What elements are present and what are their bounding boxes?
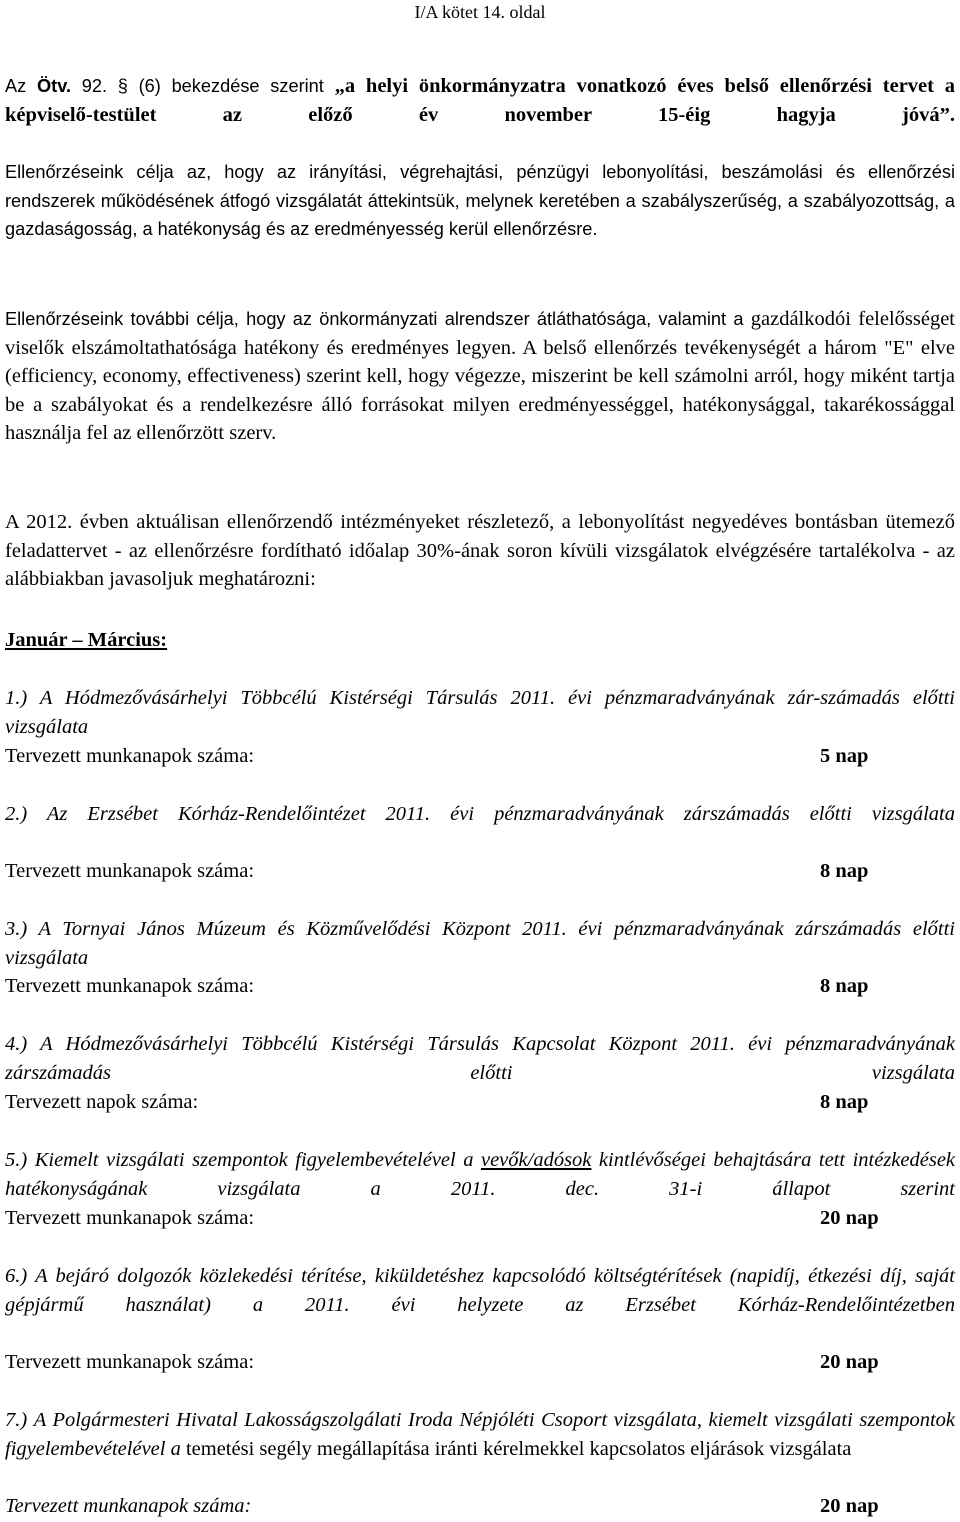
- paragraph-further-objectives-part1: Ellenőrzéseink további célja, hogy az önkormányzati alrendszer átláthatósága, valamint a: [5, 309, 744, 329]
- audit-item-2: [5, 800, 955, 829]
- workdays-label: Tervezett munkanapok száma:: [5, 1207, 255, 1229]
- paragraph-further-objectives-part2: gazdálkodói felelősséget viselők elszámoltathatósága hatékony és eredményes legyen. A belső ellenőrzés tevékenységét a három "E" elve (efficiency, economy, effectiveness) szerint kell, hogy végezze, miszerint be kell számolni arról, hogy miként tartja be a szabályokat és a rendelkezésre álló forrásokat milyen eredményességgel, hatékonysággal, takarékossággal használja fel az ellenőrzött szerv.: [5, 308, 956, 444]
- item-title: A Tornyai János Múzeum és Közművelődési Központ 2011. évi pénzmaradványának zárszámadás előtti vizsgálata: [5, 918, 955, 969]
- audit-item-6: [5, 1262, 955, 1319]
- item-title-underlined: vevők/adósok: [480, 1149, 592, 1171]
- law-abbrev: Ötv.: [37, 76, 72, 96]
- workdays-value: 5 nap: [820, 745, 869, 767]
- item-title: A Hódmezővásárhelyi Többcélú Kistérségi Társulás 2011. évi pénzmaradványának zár-számadás előtti vizsgálata: [5, 687, 955, 738]
- item-title-regular: temetési segély megállapítása iránti kérelmekkel kapcsolatos eljárások vizsgálata: [185, 1437, 852, 1460]
- workdays-value: 8 nap: [820, 860, 869, 882]
- item-title: Az Erzsébet Kórház-Rendelőintézet 2011. évi pénzmaradványának zárszámadás előtti vizsgálata: [46, 803, 955, 825]
- audit-item-4: [5, 1030, 955, 1087]
- workdays-value: 20 nap: [820, 1351, 879, 1373]
- audit-item-7: [5, 1406, 955, 1463]
- page-header: I/A kötet 14. oldal: [414, 2, 546, 22]
- law-quote: „a helyi önkormányzatra vonatkozó éves belső ellenőrzési tervet a képviselő-testület az előző év november 15-éig hagyja jóvá”.: [5, 75, 956, 126]
- item-number: 2.): [5, 803, 28, 825]
- law-prefix: Az: [5, 76, 27, 96]
- item-6-workdays-row: [5, 1348, 955, 1377]
- law-section: 92. § (6) bekezdése szerint: [71, 76, 324, 96]
- item-5-workdays-row: [5, 1204, 955, 1233]
- workdays-label: Tervezett munkanapok száma:: [5, 745, 255, 767]
- item-title: A Hódmezővásárhelyi Többcélú Kistérségi Társulás Kapcsolat Központ 2011. évi pénzmaradványának zárszámadás előtti vizsgálata: [5, 1033, 955, 1084]
- item-2-workdays-row: [5, 857, 955, 886]
- audit-item-5: [5, 1146, 955, 1203]
- item-number: 6.): [5, 1265, 28, 1287]
- paragraph-plan: A 2012. évben aktuálisan ellenőrzendő intézményeket részletező, a lebonyolítást negyedéves bontásban ütemező feladattervet - az ellenőrzésre fordítható időalap 30%-ának soron kívüli vizsgálatok elvégzésére tartalékolva - az alábbiakban javasoljuk meghatározni:: [5, 511, 955, 590]
- workdays-label: Tervezett munkanapok száma:: [5, 975, 255, 997]
- item-title-end: kintlévőségei behajtására tett intézkedések hatékonyságának vizsgálata a 2011. dec. 31-i állapot szerint: [5, 1149, 956, 1200]
- item-title-start: Kiemelt vizsgálati szempontok figyelembevételével a: [34, 1149, 474, 1171]
- item-number: 1.): [5, 687, 28, 709]
- item-number: 7.): [5, 1409, 28, 1431]
- workdays-value: 8 nap: [820, 975, 869, 997]
- paragraph-further-objectives: [5, 305, 955, 448]
- paragraph-objectives: Ellenőrzéseink célja az, hogy az irányítási, végrehajtási, pénzügyi lebonyolítási, beszámolási és ellenőrzési rendszerek működésének átfogó vizsgálatát áttekintsük, melynek keretében a szabályszerűség, a szabályozottság, a gazdaságosság, a hatékonyság és az eredményesség kerül ellenőrzésre.: [5, 162, 955, 239]
- item-number: 3.): [5, 918, 28, 940]
- item-7-workdays-row: [5, 1492, 955, 1521]
- item-3-workdays-row: [5, 972, 955, 1001]
- workdays-label: Tervezett munkanapok száma:: [5, 1351, 255, 1373]
- item-1-workdays-row: [5, 742, 955, 771]
- audit-item-1: [5, 684, 955, 741]
- item-number: 5.): [5, 1149, 28, 1171]
- workdays-label: Tervezett munkanapok száma:: [5, 860, 255, 882]
- workdays-value: 20 nap: [820, 1495, 879, 1517]
- workdays-label: Tervezett napok száma:: [5, 1091, 199, 1113]
- item-title-italic: A Polgármesteri Hivatal Lakosságszolgálati Iroda Népjóléti Csoport vizsgálata, kiemelt vizsgálati szempontok figyelembevételével a: [5, 1409, 955, 1460]
- audit-item-3: [5, 915, 955, 972]
- section-title: Január – Március:: [5, 629, 168, 651]
- workdays-value: 8 nap: [820, 1091, 869, 1113]
- law-reference: [5, 72, 955, 129]
- workdays-value: 20 nap: [820, 1207, 879, 1229]
- workdays-label: Tervezett munkanapok száma:: [5, 1495, 252, 1517]
- item-4-workdays-row: [5, 1088, 955, 1117]
- item-title: A bejáró dolgozók közlekedési térítése, kiküldetéshez kapcsolódó költségtérítések (napidíj, étkezési díj, saját gépjármű használat) a 2011. évi helyzete az Erzsébet Kórház-Rendelőintézetben: [5, 1265, 955, 1316]
- item-number: 4.): [5, 1033, 28, 1055]
